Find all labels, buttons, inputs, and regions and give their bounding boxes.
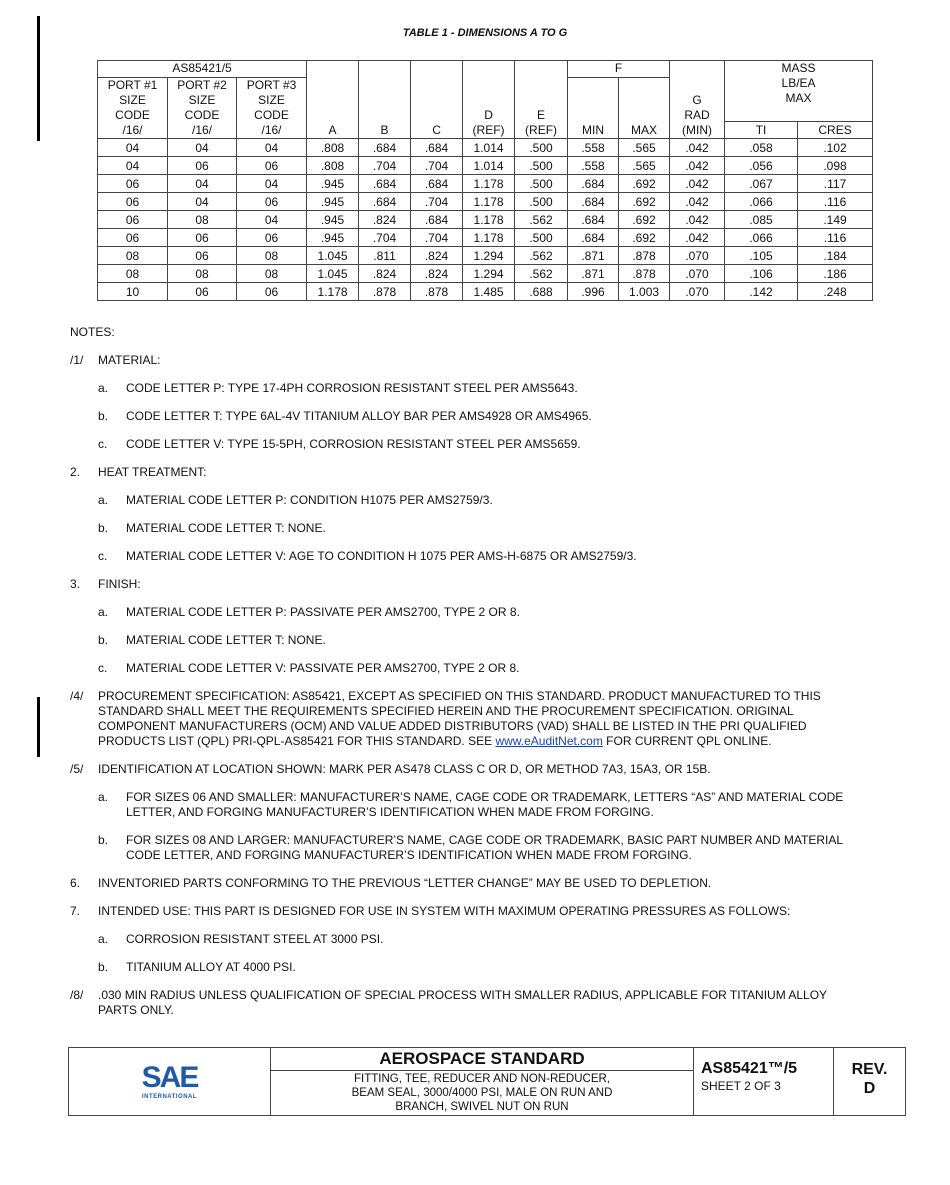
revision-cell: [834, 1048, 905, 1115]
table-cell: .811: [359, 247, 411, 265]
note-3a: a. MATERIAL CODE LETTER P: PASSIVATE PER AMS2700, TYPE 2 OR 8.: [98, 605, 520, 619]
table-cell: .684: [411, 211, 463, 229]
table-cell: .684: [359, 139, 411, 157]
note-2c: c. MATERIAL CODE LETTER V: AGE TO CONDITION H 1075 PER AMS-H-6875 OR AMS2759/3.: [98, 549, 637, 563]
note-4: /4/ PROCUREMENT SPECIFICATION: AS85421, EXCEPT AS SPECIFIED ON THIS STANDARD. PRODUCT MANUFACTURED TO THIS STANDARD SHALL MEET THE REQUIREMENTS SPECIFIED HEREIN AND THE PROCUREMENT SPECIFICATION. ORIGINAL COMPONENT MANUFACTURERS (OCM) AND VALUE ADDED DISTRIBUTORS (VAD) SHALL BE LISTED IN THE PRI QUALIFIED PRODUCTS LIST (QPL) PRI-QPL-AS85421 FOR THIS STANDARD. SEE www.eAuditNet.com FOR CURRENT QPL ONLINE.: [70, 689, 821, 748]
table-cell: .565: [619, 139, 670, 157]
table-cell: .704: [359, 229, 411, 247]
table-cell: .808: [307, 157, 359, 175]
table-cell: 04: [237, 139, 307, 157]
col-e-header: E (REF): [515, 61, 568, 139]
note-5: /5/ IDENTIFICATION AT LOCATION SHOWN: MARK PER AS478 CLASS C OR D, OR METHOD 7A3, 15A3, OR 15B.: [70, 762, 711, 776]
table-cell: .704: [411, 193, 463, 211]
table-title: TABLE 1 - DIMENSIONS A TO G: [402, 27, 568, 39]
col-f-max-header: MAX: [619, 78, 670, 139]
table-cell: .558: [568, 139, 619, 157]
table-cell: .042: [670, 211, 725, 229]
table-cell: .500: [515, 139, 568, 157]
note-8: /8/ .030 MIN RADIUS UNLESS QUALIFICATION OF SPECIAL PROCESS WITH SMALLER RADIUS, APPLICABLE FOR TITANIUM ALLOY PARTS ONLY.: [70, 988, 827, 1017]
note-6: 6. INVENTORIED PARTS CONFORMING TO THE PREVIOUS “LETTER CHANGE” MAY BE USED TO DEPLETION.: [70, 876, 712, 890]
sheet-number: SHEET 2 OF 3: [701, 1079, 781, 1093]
table-cell: 1.045: [307, 247, 359, 265]
table-cell: .142: [725, 283, 798, 301]
table-cell: .945: [307, 211, 359, 229]
table-cell: 06: [168, 247, 237, 265]
table-cell: .500: [515, 175, 568, 193]
table-cell: .692: [619, 175, 670, 193]
table-cell: .117: [798, 175, 873, 193]
table-cell: 04: [168, 139, 237, 157]
note-7a: a. CORROSION RESISTANT STEEL AT 3000 PSI.: [98, 932, 384, 946]
note-7: 7. INTENDED USE: THIS PART IS DESIGNED FOR USE IN SYSTEM WITH MAXIMUM OPERATING PRESSURES AS FOLLOWS:: [70, 904, 791, 918]
note-1b: b. CODE LETTER T: TYPE 6AL-4V TITANIUM ALLOY BAR PER AMS4928 OR AMS4965.: [98, 409, 592, 423]
table-row: [98, 139, 873, 157]
note-1: [70, 353, 860, 368]
table-cell: .085: [725, 211, 798, 229]
table-cell: .871: [568, 265, 619, 283]
table-cell: 04: [168, 175, 237, 193]
sae-logo-subtext: INTERNATIONAL: [141, 1094, 198, 1100]
dimensions-table: [97, 60, 873, 301]
col-g-header: G RAD (MIN): [670, 61, 725, 139]
table-cell: 1.014: [463, 139, 515, 157]
table-cell: .102: [798, 139, 873, 157]
col-a-header: A: [307, 61, 359, 139]
title-block-middle: [271, 1048, 694, 1115]
table-cell: .042: [670, 193, 725, 211]
doc-number-cell: [694, 1048, 834, 1115]
table-cell: .704: [411, 229, 463, 247]
table-cell: 04: [237, 211, 307, 229]
note-1c: c. CODE LETTER V: TYPE 15-5PH, CORROSION RESISTANT STEEL PER AMS5659.: [98, 437, 581, 451]
table-cell: .562: [515, 211, 568, 229]
table-cell: 1.294: [463, 247, 515, 265]
table-cell: 1.003: [619, 283, 670, 301]
table-cell: .149: [798, 211, 873, 229]
table-cell: 1.294: [463, 265, 515, 283]
table-cell: .500: [515, 229, 568, 247]
table-cell: 08: [168, 265, 237, 283]
table-cell: .878: [411, 283, 463, 301]
table-cell: .704: [359, 157, 411, 175]
table-cell: 1.178: [463, 175, 515, 193]
note-3b: b. MATERIAL CODE LETTER T: NONE.: [98, 633, 326, 647]
table-cell: .248: [798, 283, 873, 301]
table-cell: .945: [307, 229, 359, 247]
table-cell: .878: [619, 265, 670, 283]
standard-description: FITTING, TEE, REDUCER AND NON-REDUCER, BEAM SEAL, 3000/4000 PSI, MALE ON RUN AND BRANCH, SWIVEL NUT ON RUN: [351, 1073, 613, 1113]
revision-value: D: [863, 1080, 876, 1097]
table-cell: 06: [168, 157, 237, 175]
table-cell: .878: [359, 283, 411, 301]
table-cell: .824: [411, 265, 463, 283]
sae-logo-text: SAE: [141, 1061, 198, 1094]
table-cell: .878: [619, 247, 670, 265]
port2-header: PORT #2 SIZE CODE /16/: [168, 78, 237, 139]
table-cell: 06: [237, 283, 307, 301]
table-cell: .945: [307, 175, 359, 193]
table-row: [98, 283, 873, 301]
table-cell: 06: [237, 229, 307, 247]
table-cell: 06: [98, 193, 168, 211]
note-2: 2. HEAT TREATMENT:: [70, 465, 207, 479]
table-cell: .116: [798, 229, 873, 247]
col-f-header: F: [568, 61, 670, 78]
table-cell: .558: [568, 157, 619, 175]
table-cell: .066: [725, 229, 798, 247]
note-2a: a. MATERIAL CODE LETTER P: CONDITION H1075 PER AMS2759/3.: [98, 493, 493, 507]
table-cell: .116: [798, 193, 873, 211]
table-cell: .056: [725, 157, 798, 175]
table-cell: 1.485: [463, 283, 515, 301]
table-cell: .562: [515, 247, 568, 265]
table-cell: .042: [670, 175, 725, 193]
table-cell: .070: [670, 283, 725, 301]
change-bar-note4: [37, 697, 40, 757]
eauditnet-link[interactable]: www.eAuditNet.com: [495, 734, 603, 748]
table-cell: 06: [98, 229, 168, 247]
table-cell: .945: [307, 193, 359, 211]
table-cell: .704: [411, 157, 463, 175]
table-cell: .684: [359, 193, 411, 211]
table-cell: .500: [515, 193, 568, 211]
table-cell: .098: [798, 157, 873, 175]
table-cell: .184: [798, 247, 873, 265]
table-cell: 1.178: [307, 283, 359, 301]
revision-label: REV.: [851, 1061, 888, 1078]
note-7b: b. TITANIUM ALLOY AT 4000 PSI.: [98, 960, 296, 974]
table-cell: .042: [670, 139, 725, 157]
col-cres-header: CRES: [798, 122, 873, 139]
note-number: /1/: [70, 353, 84, 367]
standard-type: AEROSPACE STANDARD: [271, 1048, 693, 1071]
table-cell: .562: [515, 265, 568, 283]
group-header: AS85421/5: [98, 61, 307, 78]
table-cell: 06: [237, 193, 307, 211]
table-cell: .106: [725, 265, 798, 283]
table-cell: .684: [568, 211, 619, 229]
table-body: [98, 139, 873, 301]
table-row: [98, 211, 873, 229]
table-cell: .042: [670, 229, 725, 247]
table-cell: .996: [568, 283, 619, 301]
table-cell: .808: [307, 139, 359, 157]
table-cell: 1.178: [463, 193, 515, 211]
col-f-min-header: MIN: [568, 78, 619, 139]
table-row: [98, 157, 873, 175]
note-5b: b. FOR SIZES 08 AND LARGER: MANUFACTURER’S NAME, CAGE CODE OR TRADEMARK, BASIC PART NUMBER AND MATERIAL CODE LETTER, AND FORGING MANUFACTURER’S IDENTIFICATION WHEN MADE FROM FORGING.: [98, 833, 843, 862]
table-cell: .824: [411, 247, 463, 265]
table-cell: 1.178: [463, 211, 515, 229]
col-d-header: D (REF): [463, 61, 515, 139]
note-1a: a. CODE LETTER P: TYPE 17-4PH CORROSION RESISTANT STEEL PER AMS5643.: [98, 381, 578, 395]
table-cell: 08: [168, 211, 237, 229]
table-row: [98, 247, 873, 265]
table-cell: 1.178: [463, 229, 515, 247]
table-row: [98, 265, 873, 283]
table-row: [98, 193, 873, 211]
table-cell: 08: [237, 247, 307, 265]
table-cell: .871: [568, 247, 619, 265]
note-5a: a. FOR SIZES 06 AND SMALLER: MANUFACTURER’S NAME, CAGE CODE OR TRADEMARK, LETTERS “AS” AND MATERIAL CODE LETTER, AND FORGING MANUFACTURER’S IDENTIFICATION WHEN MADE FROM FORGING.: [98, 790, 844, 819]
table-cell: 06: [168, 283, 237, 301]
table-cell: 08: [98, 247, 168, 265]
notes-section: [70, 325, 860, 1031]
table-cell: 10: [98, 283, 168, 301]
table-cell: .067: [725, 175, 798, 193]
table-cell: .070: [670, 265, 725, 283]
table-cell: .070: [670, 247, 725, 265]
table-cell: 04: [98, 139, 168, 157]
table-cell: .684: [568, 229, 619, 247]
table-cell: 06: [98, 211, 168, 229]
doc-number: AS85421™/5: [701, 1060, 798, 1077]
table-cell: .692: [619, 193, 670, 211]
note-text: MATERIAL:: [98, 353, 161, 367]
table-cell: .105: [725, 247, 798, 265]
table-cell: .042: [670, 157, 725, 175]
table-cell: 06: [98, 175, 168, 193]
table-cell: 1.045: [307, 265, 359, 283]
table-cell: .684: [568, 175, 619, 193]
table-cell: 06: [168, 229, 237, 247]
table-cell: 1.014: [463, 157, 515, 175]
col-c-header: C: [411, 61, 463, 139]
table-cell: .684: [411, 139, 463, 157]
col-ti-header: TI: [725, 122, 798, 139]
title-block: [68, 1047, 906, 1116]
notes-heading: NOTES:: [70, 325, 115, 339]
port3-header: PORT #3 SIZE CODE /16/: [237, 78, 307, 139]
table-cell: .066: [725, 193, 798, 211]
table-cell: .565: [619, 157, 670, 175]
note-2b: b. MATERIAL CODE LETTER T: NONE.: [98, 521, 326, 535]
col-mass-header: MASS LB/EA MAX: [725, 61, 873, 122]
table-cell: 06: [237, 157, 307, 175]
table-cell: 04: [98, 157, 168, 175]
table-cell: .824: [359, 211, 411, 229]
table-row: [98, 229, 873, 247]
table-cell: 04: [168, 193, 237, 211]
table-cell: .824: [359, 265, 411, 283]
table-cell: .684: [359, 175, 411, 193]
table-cell: .692: [619, 229, 670, 247]
table-cell: 08: [98, 265, 168, 283]
table-row: [98, 175, 873, 193]
table-cell: .684: [411, 175, 463, 193]
table-cell: 08: [237, 265, 307, 283]
table-cell: 04: [237, 175, 307, 193]
note-3c: c. MATERIAL CODE LETTER V: PASSIVATE PER AMS2700, TYPE 2 OR 8.: [98, 661, 520, 675]
table-cell: .500: [515, 157, 568, 175]
port1-header: PORT #1 SIZE CODE /16/: [98, 78, 168, 139]
sae-logo: [69, 1048, 271, 1115]
table-cell: .692: [619, 211, 670, 229]
table-cell: .058: [725, 139, 798, 157]
note-3: 3. FINISH:: [70, 577, 141, 591]
col-b-header: B: [359, 61, 411, 139]
table-cell: .684: [568, 193, 619, 211]
table-cell: .688: [515, 283, 568, 301]
table-cell: .186: [798, 265, 873, 283]
